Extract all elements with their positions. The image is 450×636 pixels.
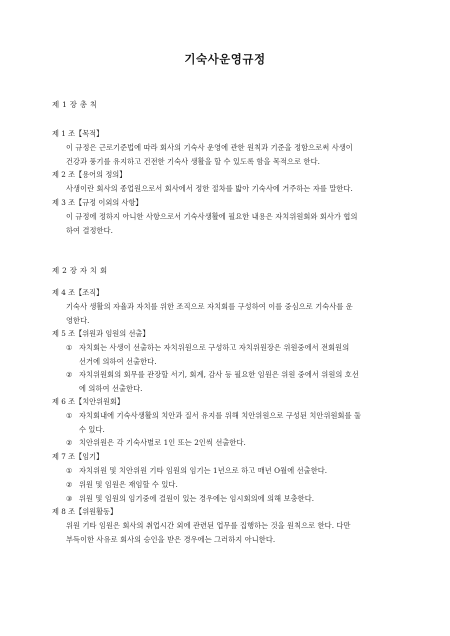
article-4-line: 영한다. <box>66 316 90 325</box>
article-1-line: 이 규정은 근로기준법에 따라 회사의 기숙사 운영에 관한 원칙과 기준을 정함으로써 사생이 <box>66 143 353 152</box>
item-number: ① <box>66 466 73 475</box>
article-6-item-1-continuation: 수 있다. <box>79 425 105 434</box>
item-number: ③ <box>66 494 73 503</box>
item-text: 치안위원은 각 기숙사별로 1인 또는 2인씩 선출한다. <box>79 438 246 447</box>
article-2-line: 사생이란 회사의 종업원으로서 회사에서 정한 절차를 밟아 기숙사에 거주하는 자를 말한다. <box>66 184 353 193</box>
item-text: 자치위원회의 회무를 관장할 서기, 회계, 감사 등 필요한 임원은 위원 중에서 위원의 호선 <box>79 370 359 379</box>
article-2-heading: 제 2 조【용어의 정의】 <box>52 170 127 179</box>
article-5-heading: 제 5 조【위원과 임원의 선출】 <box>52 329 150 338</box>
article-6-heading: 제 6 조【치안위원회】 <box>52 397 125 406</box>
document-title: 기숙사운영규정 <box>184 52 266 66</box>
chapter-2-heading: 제 2 장 자 치 회 <box>52 266 108 275</box>
item-number: ① <box>66 411 73 420</box>
item-number: ① <box>66 343 73 352</box>
item-number: ② <box>66 480 73 489</box>
chapter-1-heading: 제 1 장 총 칙 <box>52 100 98 109</box>
article-3-line: 하여 결정한다. <box>66 226 114 235</box>
article-8-heading: 제 8 조【위원활동】 <box>52 507 118 516</box>
item-text: 자치위원 및 치안위원 기타 임원의 임기는 1년으로 하고 매년 O월에 선출한다. <box>79 466 328 475</box>
article-5-item-1 <box>66 343 349 353</box>
item-text: 위원 및 임원의 임기중에 결원이 있는 경우에는 임시회의에 의해 보충한다. <box>79 494 315 503</box>
article-5-item-2 <box>66 370 359 380</box>
article-6-item-1 <box>66 411 361 421</box>
article-7-heading: 제 7 조【임기】 <box>52 452 104 461</box>
article-5-item-1-continuation: 선거에 의하여 선출한다. <box>79 357 157 366</box>
item-text: 자치회는 사생이 선출하는 자치위원으로 구성하고 자치위원장은 위원중에서 전회원의 <box>79 343 350 352</box>
article-4-heading: 제 4 조【조직】 <box>52 288 104 297</box>
article-1-heading: 제 1 조【목적】 <box>52 129 104 138</box>
item-text: 자치회내에 기숙사생활의 치안과 질서 유지를 위해 치안위원으로 구성된 치안위원회를 둘 <box>79 411 362 420</box>
article-4-line: 기숙사 생활의 자율과 자치를 위한 조직으로 자치회를 구성하여 이를 중심으로 기숙사를 운 <box>66 302 353 311</box>
article-3-line: 이 규정에 정하지 아니한 사항으로서 기숙사생활에 필요한 내용은 자치위원회와 회사가 협의 <box>66 212 358 221</box>
article-8-line: 부득이한 사유로 회사의 승인을 받은 경우에는 그러하지 아니한다. <box>66 535 276 544</box>
article-7-item-2 <box>66 480 178 490</box>
article-5-item-2-continuation: 에 의하여 선출한다. <box>79 384 143 393</box>
article-7-item-1 <box>66 466 327 476</box>
item-text: 위원 및 임원은 재임할 수 있다. <box>79 480 178 489</box>
article-8-line: 위원 기타 임원은 회사의 취업시간 외에 관련된 업무를 집행하는 것을 원칙으로 한다. 다만 <box>66 521 351 530</box>
article-1-line: 건강과 풍기를 유지하고 건전한 기숙사 생활을 할 수 있도록 함을 목적으로 한다. <box>66 157 320 166</box>
item-number: ② <box>66 370 73 379</box>
article-6-item-2 <box>66 438 246 448</box>
article-3-heading: 제 3 조【규정 이외의 사항】 <box>52 198 143 207</box>
item-number: ② <box>66 438 73 447</box>
article-7-item-3 <box>66 494 314 504</box>
